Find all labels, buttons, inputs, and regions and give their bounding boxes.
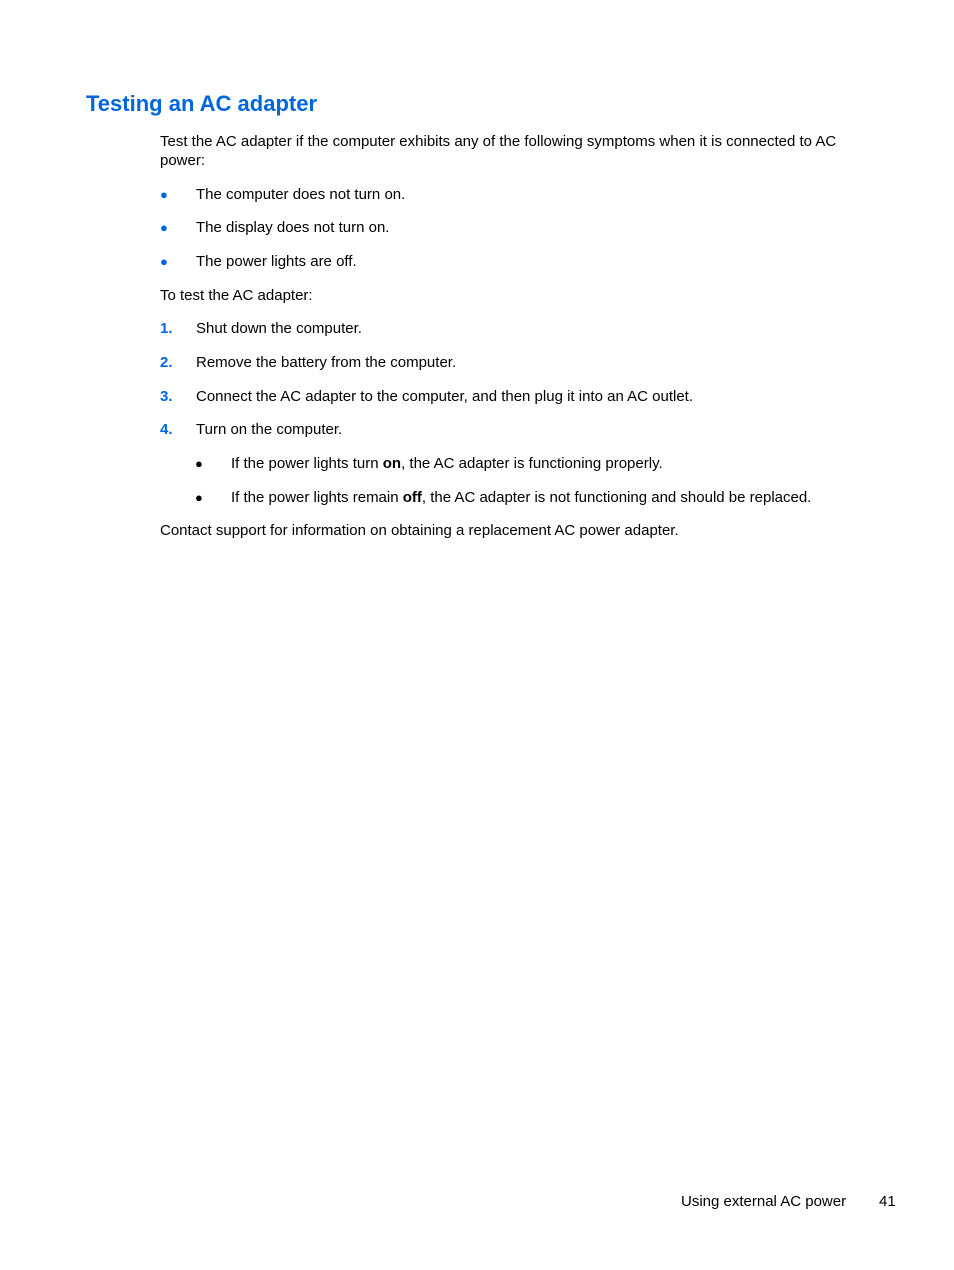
bullet-icon: ● xyxy=(160,220,168,235)
substep-text-post: , the AC adapter is functioning properly. xyxy=(401,455,663,472)
footer-section-title: Using external AC power xyxy=(681,1193,847,1210)
step-number: 3. xyxy=(160,388,173,405)
bullet-icon: ● xyxy=(160,254,168,269)
list-item-text: The computer does not turn on. xyxy=(196,186,406,203)
step-text: Shut down the computer. xyxy=(196,320,362,337)
substep-text-bold: on xyxy=(382,455,402,472)
substep-text xyxy=(231,454,663,473)
substep-text xyxy=(231,488,811,507)
substep-text-pre: If the power lights turn xyxy=(231,455,383,472)
page-number: 41 xyxy=(879,1193,896,1210)
intro-paragraph: Test the AC adapter if the computer exhibits any of the following symptoms when it is connected to AC power: xyxy=(160,133,837,169)
step-number: 2. xyxy=(160,354,173,371)
substep-text-bold: off xyxy=(402,489,422,506)
list-item-text: The display does not turn on. xyxy=(196,219,390,236)
bullet-icon: ● xyxy=(195,490,203,505)
closing-paragraph: Contact support for information on obtaining a replacement AC power adapter. xyxy=(160,522,679,539)
step-text: Connect the AC adapter to the computer, and then plug it into an AC outlet. xyxy=(196,388,693,405)
substep-text-pre: If the power lights remain xyxy=(231,489,403,506)
substep-text-post: , the AC adapter is not functioning and should be replaced. xyxy=(421,489,812,506)
list-item-text: The power lights are off. xyxy=(196,253,357,270)
bullet-icon: ● xyxy=(160,187,168,202)
bullet-icon: ● xyxy=(195,456,203,471)
section-heading: Testing an AC adapter xyxy=(86,91,318,116)
step-number: 1. xyxy=(160,320,173,337)
step-text: Turn on the computer. xyxy=(196,421,343,438)
step-text: Remove the battery from the computer. xyxy=(196,354,457,371)
step-number: 4. xyxy=(160,421,173,438)
procedure-intro: To test the AC adapter: xyxy=(160,287,313,304)
